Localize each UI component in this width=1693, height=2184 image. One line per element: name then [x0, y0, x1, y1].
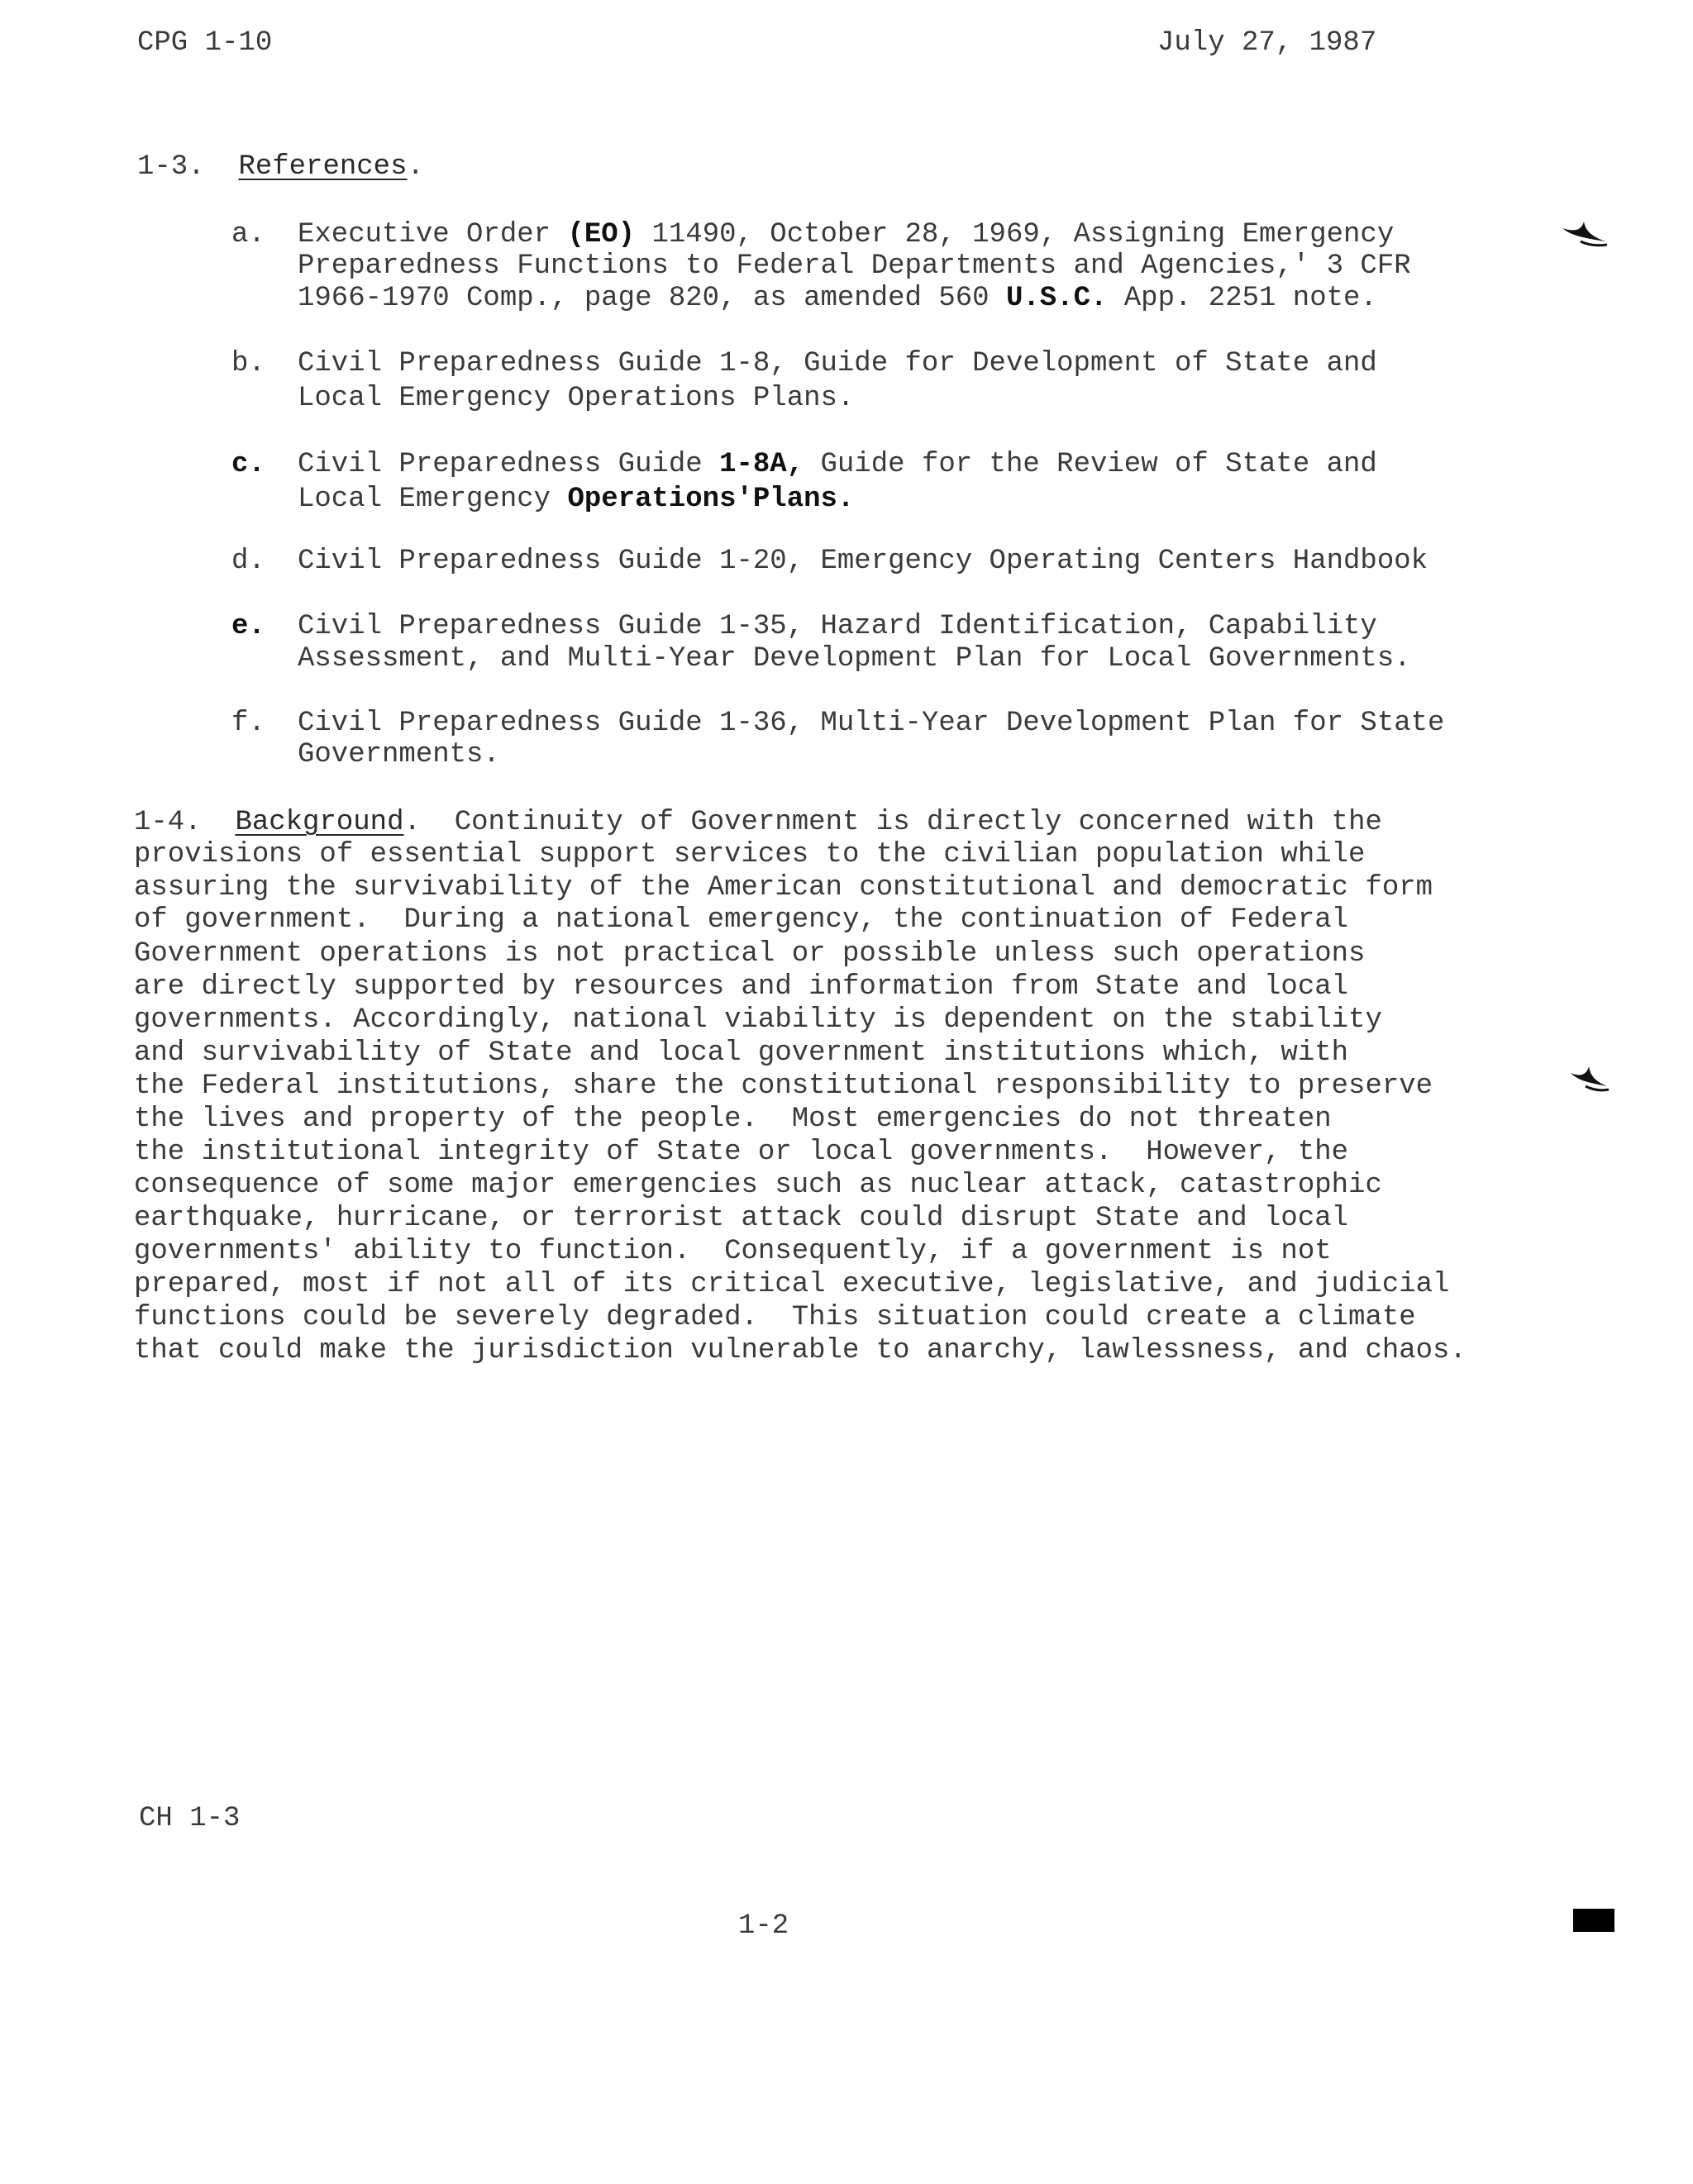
section-title: References: [238, 151, 408, 183]
item-letter: a.: [231, 219, 265, 250]
paragraph-line: assuring the survivability of the American constitutional and democratic form: [134, 872, 1433, 904]
guide-number: 1-8A,: [719, 449, 804, 480]
item-line: Local Emergency Operations'Plans.: [298, 484, 855, 515]
item-letter: c.: [231, 449, 265, 480]
operations-plans: Operations'Plans.: [567, 484, 855, 515]
paragraph-line: and survivability of State and local government institutions which, with: [134, 1037, 1349, 1069]
section-number: 1-4.: [134, 807, 202, 838]
change-bar-mark-icon: [1561, 217, 1609, 250]
item-letter: b.: [231, 348, 265, 379]
page-number: 1-2: [738, 1910, 789, 1942]
section-number: 1-3.: [137, 151, 205, 183]
change-bar-mark-icon: [1569, 1063, 1610, 1094]
item-line: Civil Preparedness Guide 1-20, Emergency Operating Centers Handbook: [298, 546, 1428, 577]
item-line: Executive Order (EO) 11490, October 28, 1969, Assigning Emergency: [298, 219, 1395, 250]
change-note: CH 1-3: [139, 1803, 241, 1834]
doc-date: July 27, 1987: [1157, 27, 1377, 59]
item-line: Governments.: [298, 739, 500, 770]
section-1-3-heading: [137, 150, 424, 184]
section-title: Background: [235, 807, 404, 838]
paragraph-line: provisions of essential support services to the civilian population while: [134, 839, 1366, 870]
item-letter: e.: [231, 611, 265, 642]
paragraph-line: the institutional integrity of State or local governments. However, the: [134, 1137, 1349, 1168]
section-1-4-first-line: 1-4. Background. Continuity of Government is directly concerned with the: [134, 807, 1382, 838]
section-title-punct: .: [407, 151, 424, 183]
item-letter: d.: [231, 546, 265, 577]
paragraph-line: are directly supported by resources and information from State and local: [134, 971, 1349, 1003]
paragraph-line: the Federal institutions, share the constitutional responsibility to preserve: [134, 1071, 1433, 1102]
item-line: Civil Preparedness Guide 1-8, Guide for Development of State and: [298, 348, 1377, 379]
paragraph-line: the lives and property of the people. Most emergencies do not threaten: [134, 1104, 1332, 1135]
doc-id: CPG 1-10: [137, 27, 273, 59]
paragraph-line: prepared, most if not all of its critical executive, legislative, and judicial: [134, 1269, 1450, 1300]
paragraph-line: governments. Accordingly, national viability is dependent on the stability: [134, 1004, 1382, 1036]
usc-abbrev: U.S.C.: [1005, 283, 1108, 314]
paragraph-line: of government. During a national emergency, the continuation of Federal: [134, 904, 1349, 936]
item-line: Local Emergency Operations Plans.: [298, 383, 855, 414]
paragraph-line: Government operations is not practical or possible unless such operations: [134, 938, 1366, 970]
item-line: Civil Preparedness Guide 1-35, Hazard Identification, Capability: [298, 611, 1377, 642]
paragraph-line: consequence of some major emergencies such as nuclear attack, catastrophic: [134, 1170, 1382, 1201]
item-line: Civil Preparedness Guide 1-8A, Guide for the Review of State and: [298, 449, 1377, 480]
paragraph-line: that could make the jurisdiction vulnerable to anarchy, lawlessness, and chaos.: [134, 1335, 1466, 1366]
paragraph-line: earthquake, hurricane, or terrorist attack could disrupt State and local: [134, 1203, 1349, 1234]
paragraph-text: Continuity of Government is directly concerned with the: [454, 807, 1382, 838]
eo-abbrev: (EO): [567, 219, 636, 250]
item-line: Civil Preparedness Guide 1-36, Multi-Year Development Plan for State: [298, 708, 1445, 739]
paragraph-line: functions could be severely degraded. This situation could create a climate: [134, 1302, 1416, 1333]
item-line: Preparedness Functions to Federal Departments and Agencies,' 3 CFR: [298, 250, 1411, 282]
item-line: 1966-1970 Comp., page 820, as amended 560 U.S.C. App. 2251 note.: [298, 283, 1377, 314]
item-line: Assessment, and Multi-Year Development Plan for Local Governments.: [298, 643, 1411, 675]
item-letter: f.: [231, 708, 265, 739]
paragraph-line: governments' ability to function. Consequently, if a government is not: [134, 1236, 1332, 1267]
black-tab-mark: [1573, 1909, 1614, 1932]
